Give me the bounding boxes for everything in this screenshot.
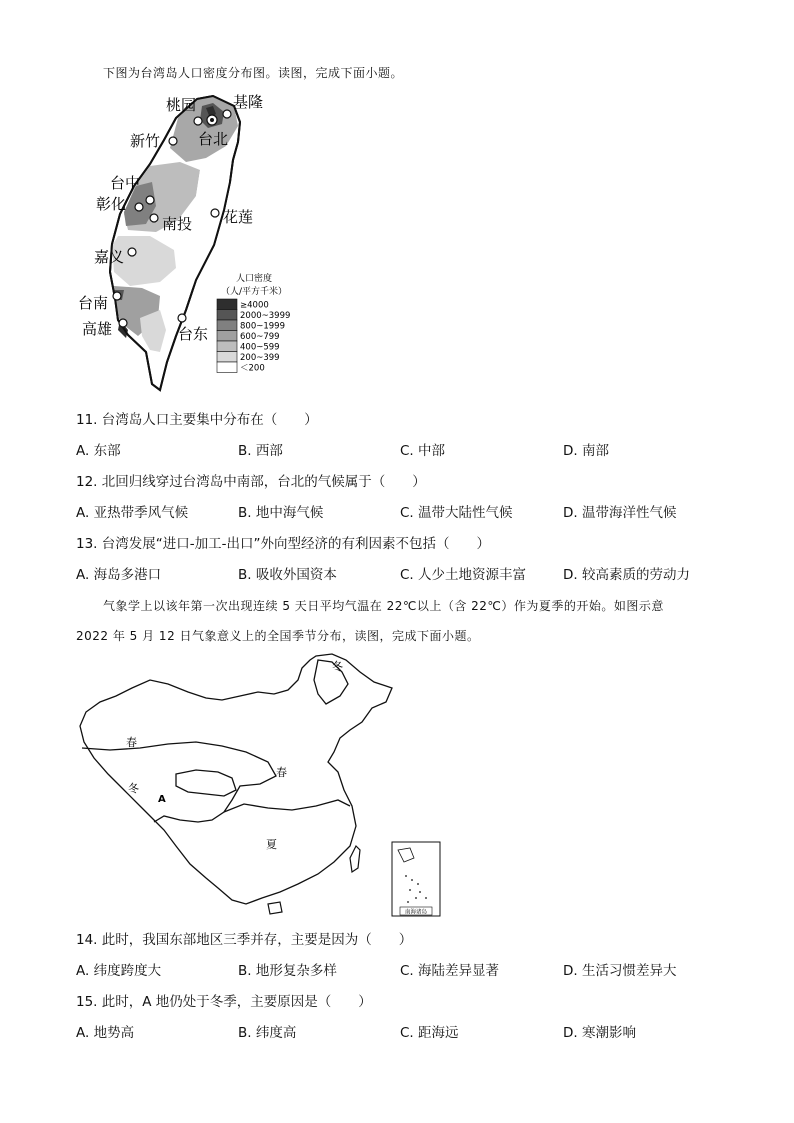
city-marker-hsinchu (169, 137, 177, 145)
city-marker-changhua (135, 203, 143, 211)
label-spring-central: 春 (276, 766, 287, 779)
svg-text:800~1999: 800~1999 (240, 321, 285, 332)
svg-text:南海诸岛: 南海诸岛 (404, 909, 428, 916)
q13-option-d[interactable]: D. 较高素质的劳动力 (563, 567, 690, 583)
question-12-stem: 12. 北回归线穿过台湾岛中南部，台北的气候属于（ ） (76, 474, 426, 490)
q11-option-b[interactable]: B. 西部 (238, 443, 283, 459)
q14-option-a[interactable]: A. 纬度跨度大 (76, 963, 162, 979)
label-taoyuan: 桃园 (166, 96, 197, 114)
question-12-options (76, 501, 776, 521)
q12-option-c[interactable]: C. 温带大陆性气候 (400, 505, 513, 521)
taiwan-population-map (70, 86, 310, 396)
city-marker-hualien (211, 209, 219, 217)
q13-option-b[interactable]: B. 吸收外国资本 (238, 567, 337, 583)
density-legend (217, 272, 290, 374)
spring-winter-boundary-west (82, 742, 276, 822)
svg-text:人口密度: 人口密度 (235, 274, 273, 284)
question-15-stem: 15. 此时，A 地仍处于冬季，主要原因是（ ） (76, 994, 372, 1010)
question-13-options (76, 563, 776, 583)
label-nantou: 南投 (162, 215, 193, 233)
label-winter-ne: 冬 (332, 660, 343, 673)
label-hualien: 花莲 (223, 208, 254, 226)
svg-text:≥4000: ≥4000 (240, 300, 269, 311)
question-11-options (76, 439, 776, 459)
intro-season-line1: 气象学上以该年第一次出现连续 5 天日平均气温在 22℃以上（含 22℃）作为夏季的开始。如图示意 (103, 599, 664, 613)
q12-option-a[interactable]: A. 亚热带季风气候 (76, 505, 189, 521)
label-taitung: 台东 (178, 325, 209, 343)
city-marker-keelung (223, 110, 231, 118)
winter-inner-boundary (176, 770, 236, 796)
city-marker-taoyuan (194, 117, 202, 125)
question-11-stem: 11. 台湾岛人口主要集中分布在（ ） (76, 412, 318, 428)
svg-text:＜200: ＜200 (240, 363, 265, 374)
label-kaohsiung: 高雄 (82, 320, 113, 338)
intro-season-line2: 2022 年 5 月 12 日气象意义上的全国季节分布，读图，完成下面小题。 (76, 629, 480, 643)
svg-text:2000~3999: 2000~3999 (240, 311, 291, 321)
label-winter-west: 冬 (128, 782, 139, 795)
q15-option-d[interactable]: D. 寒潮影响 (563, 1025, 636, 1041)
q13-option-c[interactable]: C. 人少土地资源丰富 (400, 567, 527, 583)
q14-option-d[interactable]: D. 生活习惯差异大 (563, 963, 677, 979)
label-keelung: 基隆 (233, 93, 264, 111)
label-taipei: 台北 (198, 130, 229, 148)
q14-option-b[interactable]: B. 地形复杂多样 (238, 963, 337, 979)
q12-option-b[interactable]: B. 地中海气候 (238, 505, 324, 521)
q14-option-c[interactable]: C. 海陆差异显著 (400, 963, 500, 979)
question-14-options (76, 959, 776, 979)
question-15-options (76, 1021, 776, 1041)
label-tainan: 台南 (78, 294, 109, 312)
q11-option-c[interactable]: C. 中部 (400, 443, 446, 459)
q15-option-a[interactable]: A. 地势高 (76, 1025, 135, 1041)
china-outline (80, 654, 392, 904)
question-13-stem: 13. 台湾发展“进口-加工-出口”外向型经济的有利因素不包括（ ） (76, 536, 490, 552)
label-chiayi: 嘉义 (94, 248, 125, 266)
label-changhua: 彰化 (96, 195, 127, 213)
svg-text:（人/平方千米）: （人/平方千米） (220, 287, 288, 297)
china-season-map (72, 648, 452, 920)
city-marker-tainan (113, 292, 121, 300)
label-point-a: A (158, 794, 166, 805)
q11-option-a[interactable]: A. 东部 (76, 443, 121, 459)
q15-option-b[interactable]: B. 纬度高 (238, 1025, 297, 1041)
intro-taiwan: 下图为台湾岛人口密度分布图。读图，完成下面小题。 (103, 66, 404, 80)
label-taichung: 台中 (110, 174, 141, 192)
svg-text:200~399: 200~399 (240, 353, 280, 363)
q12-option-d[interactable]: D. 温带海洋性气候 (563, 505, 677, 521)
q13-option-a[interactable]: A. 海岛多港口 (76, 567, 162, 583)
label-spring-west: 春 (126, 736, 137, 749)
svg-text:400~599: 400~599 (240, 342, 280, 353)
label-summer: 夏 (266, 838, 277, 851)
spring-summer-boundary (224, 800, 350, 812)
city-marker-kaohsiung (119, 319, 127, 327)
label-hsinchu: 新竹 (130, 132, 161, 150)
q11-option-d[interactable]: D. 南部 (563, 443, 609, 459)
city-marker-chiayi (128, 248, 136, 256)
city-marker-taitung (178, 314, 186, 322)
q15-option-c[interactable]: C. 距海远 (400, 1025, 459, 1041)
city-marker-nantou (150, 214, 158, 222)
svg-text:600~799: 600~799 (240, 332, 280, 342)
question-14-stem: 14. 此时，我国东部地区三季并存，主要是因为（ ） (76, 932, 413, 948)
city-marker-taichung (146, 196, 154, 204)
